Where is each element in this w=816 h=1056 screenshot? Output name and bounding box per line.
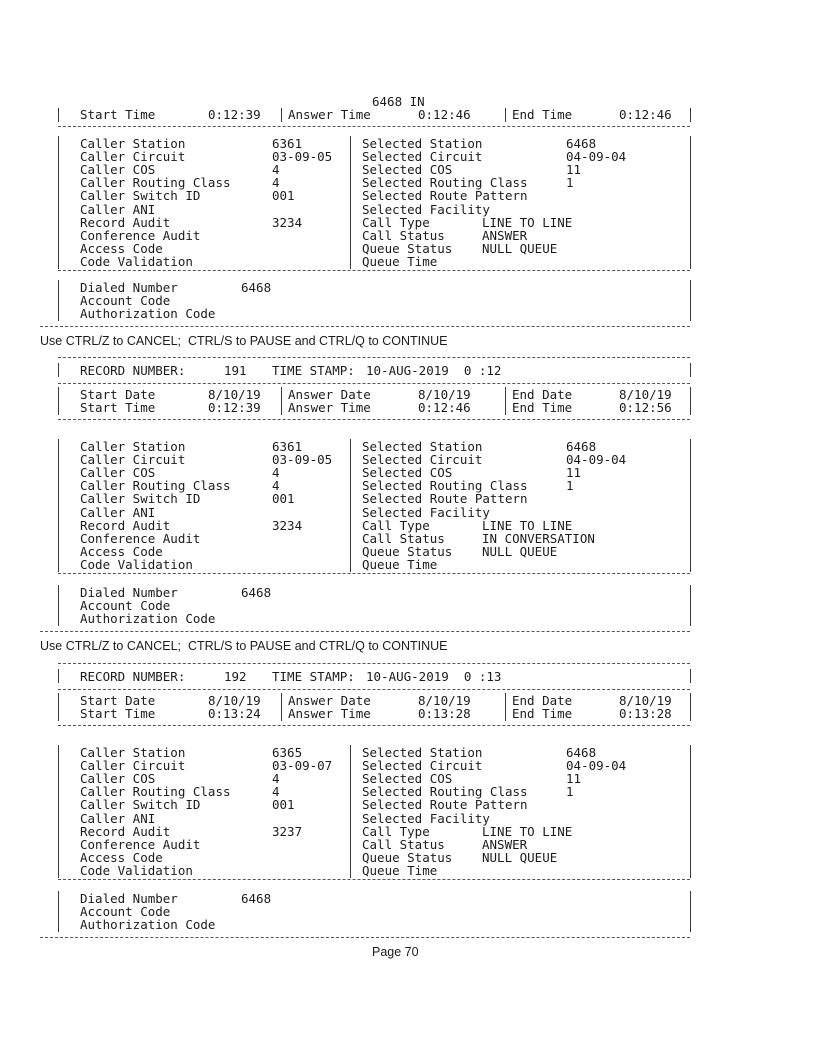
right-border [690,280,691,321]
start-date-value: 8/10/19 [208,693,261,708]
partial-right-label: Selected COS [362,162,453,178]
record-left-label: Caller Station [80,745,186,760]
answer-date-label: Answer Date [288,387,371,402]
right-border [690,693,691,721]
record-right-value: 04-09-04 [566,452,627,468]
date-divider [505,693,506,721]
record-left-label: Caller COS [80,771,156,787]
answer-time-label: Answer Time [288,107,371,122]
record-left-value: 4 [272,478,280,494]
record-left-label: Caller Switch ID [80,491,201,507]
partial-right-label: Selected Routing Class [362,175,528,191]
record-right-label: Queue Status [362,543,453,559]
record-top-rule [58,357,690,358]
start-date-label: Start Date [80,387,156,402]
partial-left-label: Conference Audit [80,227,201,243]
partial-right-label: Selected Station [362,136,483,151]
partial-right-value: LINE TO LINE [482,214,573,230]
answer-time-value: 0:12:46 [418,400,471,415]
partial-left-value: 001 [272,188,295,204]
partial-left-label: Caller Circuit [80,149,186,165]
right-border [690,108,691,122]
start-time-value: 0:12:39 [208,107,261,122]
record-left-label: Caller Station [80,439,186,454]
record-right-label: Call Type [362,517,430,533]
partial-left-value: 6361 [272,136,303,151]
right-border [690,891,691,932]
record-right-value: ANSWER [482,836,528,852]
right-border [690,363,691,377]
record-left-value: 4 [272,465,280,481]
start-time-label: Start Time [80,400,156,415]
record-left-label: Caller Routing Class [80,478,231,494]
record-right-label: Call Status [362,530,445,546]
record-right-label: Queue Time [362,556,438,572]
partial-right-value: NULL QUEUE [482,240,558,256]
partial-left-value: 4 [272,175,280,191]
time-divider [505,108,506,122]
record-left-value: 4 [272,771,280,787]
partial-right-label: Selected Circuit [362,149,483,165]
answer-time-label: Answer Time [288,706,371,721]
record-right-label: Selected COS [362,771,453,787]
start-time-label: Start Time [80,706,156,721]
start-time-value: 0:12:39 [208,400,261,415]
record-right-label: Call Type [362,823,430,839]
record-left-value: 03-09-07 [272,758,333,774]
partial-dialed-label: Dialed Number [80,280,178,295]
record-right-value: 6468 [566,439,597,454]
record-right-label: Selected Facility [362,810,490,826]
partial-right-label: Call Type [362,214,430,230]
time-stamp-label: TIME STAMP: [272,669,355,684]
right-border [690,387,691,415]
answer-time-value: 0:13:28 [418,706,471,721]
record-right-label: Selected Routing Class [362,478,528,494]
partial-right-value: ANSWER [482,227,528,243]
partial-left-label: Caller Switch ID [80,188,201,204]
record-left-label: Code Validation [80,556,193,572]
record-right-value: LINE TO LINE [482,823,573,839]
end-time-value: 0:13:28 [619,706,672,721]
record-account-label: Account Code [80,598,171,614]
date-divider [281,693,282,721]
record-left-value: 4 [272,784,280,800]
record-left-label: Code Validation [80,862,193,878]
record-end-rule [40,326,690,327]
section-rule [58,689,690,690]
record-left-label: Access Code [80,543,163,559]
right-border [690,669,691,683]
record-number-value: 192 [224,669,247,684]
record-dialed-label: Dialed Number [80,585,178,600]
record-left-label: Caller Circuit [80,452,186,468]
left-border [58,585,59,626]
section-rule [58,879,690,880]
record-right-label: Call Status [362,836,445,852]
left-border [58,693,59,721]
section-rule [58,419,690,420]
record-right-label: Selected Circuit [362,758,483,774]
record-auth-label: Authorization Code [80,611,216,627]
start-time-label: Start Time [80,107,156,122]
record-dialed-value: 6468 [241,891,272,906]
end-time-value: 0:12:46 [619,107,672,122]
date-divider [281,387,282,415]
record-left-label: Caller Switch ID [80,797,201,813]
record-right-label: Selected Station [362,439,483,454]
record-left-label: Caller COS [80,465,156,481]
record-left-value: 001 [272,491,295,507]
left-border [58,280,59,321]
record-right-label: Selected COS [362,465,453,481]
section-rule [58,270,690,271]
partial-right-value: 11 [566,162,582,178]
record-right-value: 1 [566,784,574,800]
record-number-label: RECORD NUMBER: [80,669,186,684]
partial-right-value: 04-09-04 [566,149,627,165]
center-divider [350,745,351,878]
partial-dialed-value: 6468 [241,280,272,295]
record-right-label: Selected Routing Class [362,784,528,800]
partial-left-label: Record Audit [80,214,171,230]
record-left-label: Record Audit [80,517,171,533]
record-dialed-label: Dialed Number [80,891,178,906]
record-right-value: 6468 [566,745,597,760]
record-right-value: 1 [566,478,574,494]
record-left-label: Access Code [80,849,163,865]
section-rule [58,573,690,574]
left-border [58,745,59,878]
end-time-label: End Time [512,107,573,122]
record-end-rule [40,937,690,938]
answer-date-value: 8/10/19 [418,387,471,402]
partial-right-label: Selected Route Pattern [362,188,528,204]
record-right-value: 11 [566,465,582,481]
answer-time-value: 0:12:46 [418,107,471,122]
partial-right-value: 1 [566,175,574,191]
left-border [58,108,59,122]
right-border [690,745,691,878]
time-stamp-label: TIME STAMP: [272,363,355,378]
page-number: Page 70 [372,945,419,959]
record-right-label: Selected Facility [362,504,490,520]
center-divider [350,439,351,572]
end-date-label: End Date [512,693,573,708]
record-top-rule [58,663,690,664]
record-right-label: Queue Time [362,862,438,878]
partial-left-value: 3234 [272,214,303,230]
date-divider [505,387,506,415]
partial-left-value: 03-09-05 [272,149,333,165]
left-border [58,439,59,572]
left-border [58,363,59,377]
time-stamp-value: 10-AUG-2019 0 :12 [366,363,502,378]
record-left-value: 6365 [272,745,303,760]
record-account-label: Account Code [80,904,171,920]
partial-auth-label: Authorization Code [80,306,216,322]
partial-right-label: Queue Status [362,240,453,256]
record-number-value: 191 [224,363,247,378]
left-border [58,136,59,269]
record-end-rule [40,631,690,632]
record-right-value: 11 [566,771,582,787]
record-left-label: Conference Audit [80,836,201,852]
record-left-label: Conference Audit [80,530,201,546]
record-right-value: 04-09-04 [566,758,627,774]
record-right-label: Selected Station [362,745,483,760]
partial-right-value: 6468 [566,136,597,151]
record-right-label: Selected Circuit [362,452,483,468]
record-left-value: 3234 [272,517,303,533]
left-border [58,669,59,683]
record-right-label: Selected Route Pattern [362,797,528,813]
answer-time-label: Answer Time [288,400,371,415]
start-date-value: 8/10/19 [208,387,261,402]
record-left-value: 3237 [272,823,303,839]
time-stamp-value: 10-AUG-2019 0 :13 [366,669,502,684]
record-left-label: Record Audit [80,823,171,839]
end-time-label: End Time [512,400,573,415]
partial-left-label: Access Code [80,240,163,256]
record-left-label: Caller Routing Class [80,784,231,800]
end-time-value: 0:12:56 [619,400,672,415]
right-border [690,585,691,626]
partial-account-label: Account Code [80,293,171,309]
record-left-label: Caller Circuit [80,758,186,774]
end-time-label: End Time [512,706,573,721]
record-right-value: NULL QUEUE [482,849,558,865]
end-date-value: 8/10/19 [619,387,672,402]
partial-right-label: Call Status [362,227,445,243]
left-border [58,891,59,932]
record-dialed-value: 6468 [241,585,272,600]
record-right-label: Queue Status [362,849,453,865]
start-time-value: 0:13:24 [208,706,261,721]
partial-right-label: Queue Time [362,253,438,269]
record-right-value: NULL QUEUE [482,543,558,559]
record-left-value: 03-09-05 [272,452,333,468]
partial-left-label: Code Validation [80,253,193,269]
right-border [690,439,691,572]
center-divider [350,136,351,269]
section-rule [58,383,690,384]
record-right-label: Selected Route Pattern [362,491,528,507]
time-divider [281,108,282,122]
record-right-value: LINE TO LINE [482,517,573,533]
record-left-value: 6361 [272,439,303,454]
record-left-label: Caller ANI [80,810,156,826]
partial-left-label: Caller ANI [80,201,156,217]
record-auth-label: Authorization Code [80,917,216,933]
continue-message: Use CTRL/Z to CANCEL; CTRL/S to PAUSE and CTRL/Q to CONTINUE [40,639,448,653]
answer-date-label: Answer Date [288,693,371,708]
partial-left-label: Caller COS [80,162,156,178]
record-number-label: RECORD NUMBER: [80,363,186,378]
start-date-label: Start Date [80,693,156,708]
continue-message: Use CTRL/Z to CANCEL; CTRL/S to PAUSE and CTRL/Q to CONTINUE [40,334,448,348]
partial-left-label: Caller Station [80,136,186,151]
right-border [690,136,691,269]
end-date-label: End Date [512,387,573,402]
record-left-value: 001 [272,797,295,813]
record-right-value: IN CONVERSATION [482,530,595,546]
left-border [58,387,59,415]
partial-left-value: 4 [272,162,280,178]
record-heading: 6468 IN [372,94,425,109]
record-left-label: Caller ANI [80,504,156,520]
partial-right-label: Selected Facility [362,201,490,217]
section-rule [58,126,690,127]
partial-left-label: Caller Routing Class [80,175,231,191]
answer-date-value: 8/10/19 [418,693,471,708]
end-date-value: 8/10/19 [619,693,672,708]
section-rule [58,725,690,726]
